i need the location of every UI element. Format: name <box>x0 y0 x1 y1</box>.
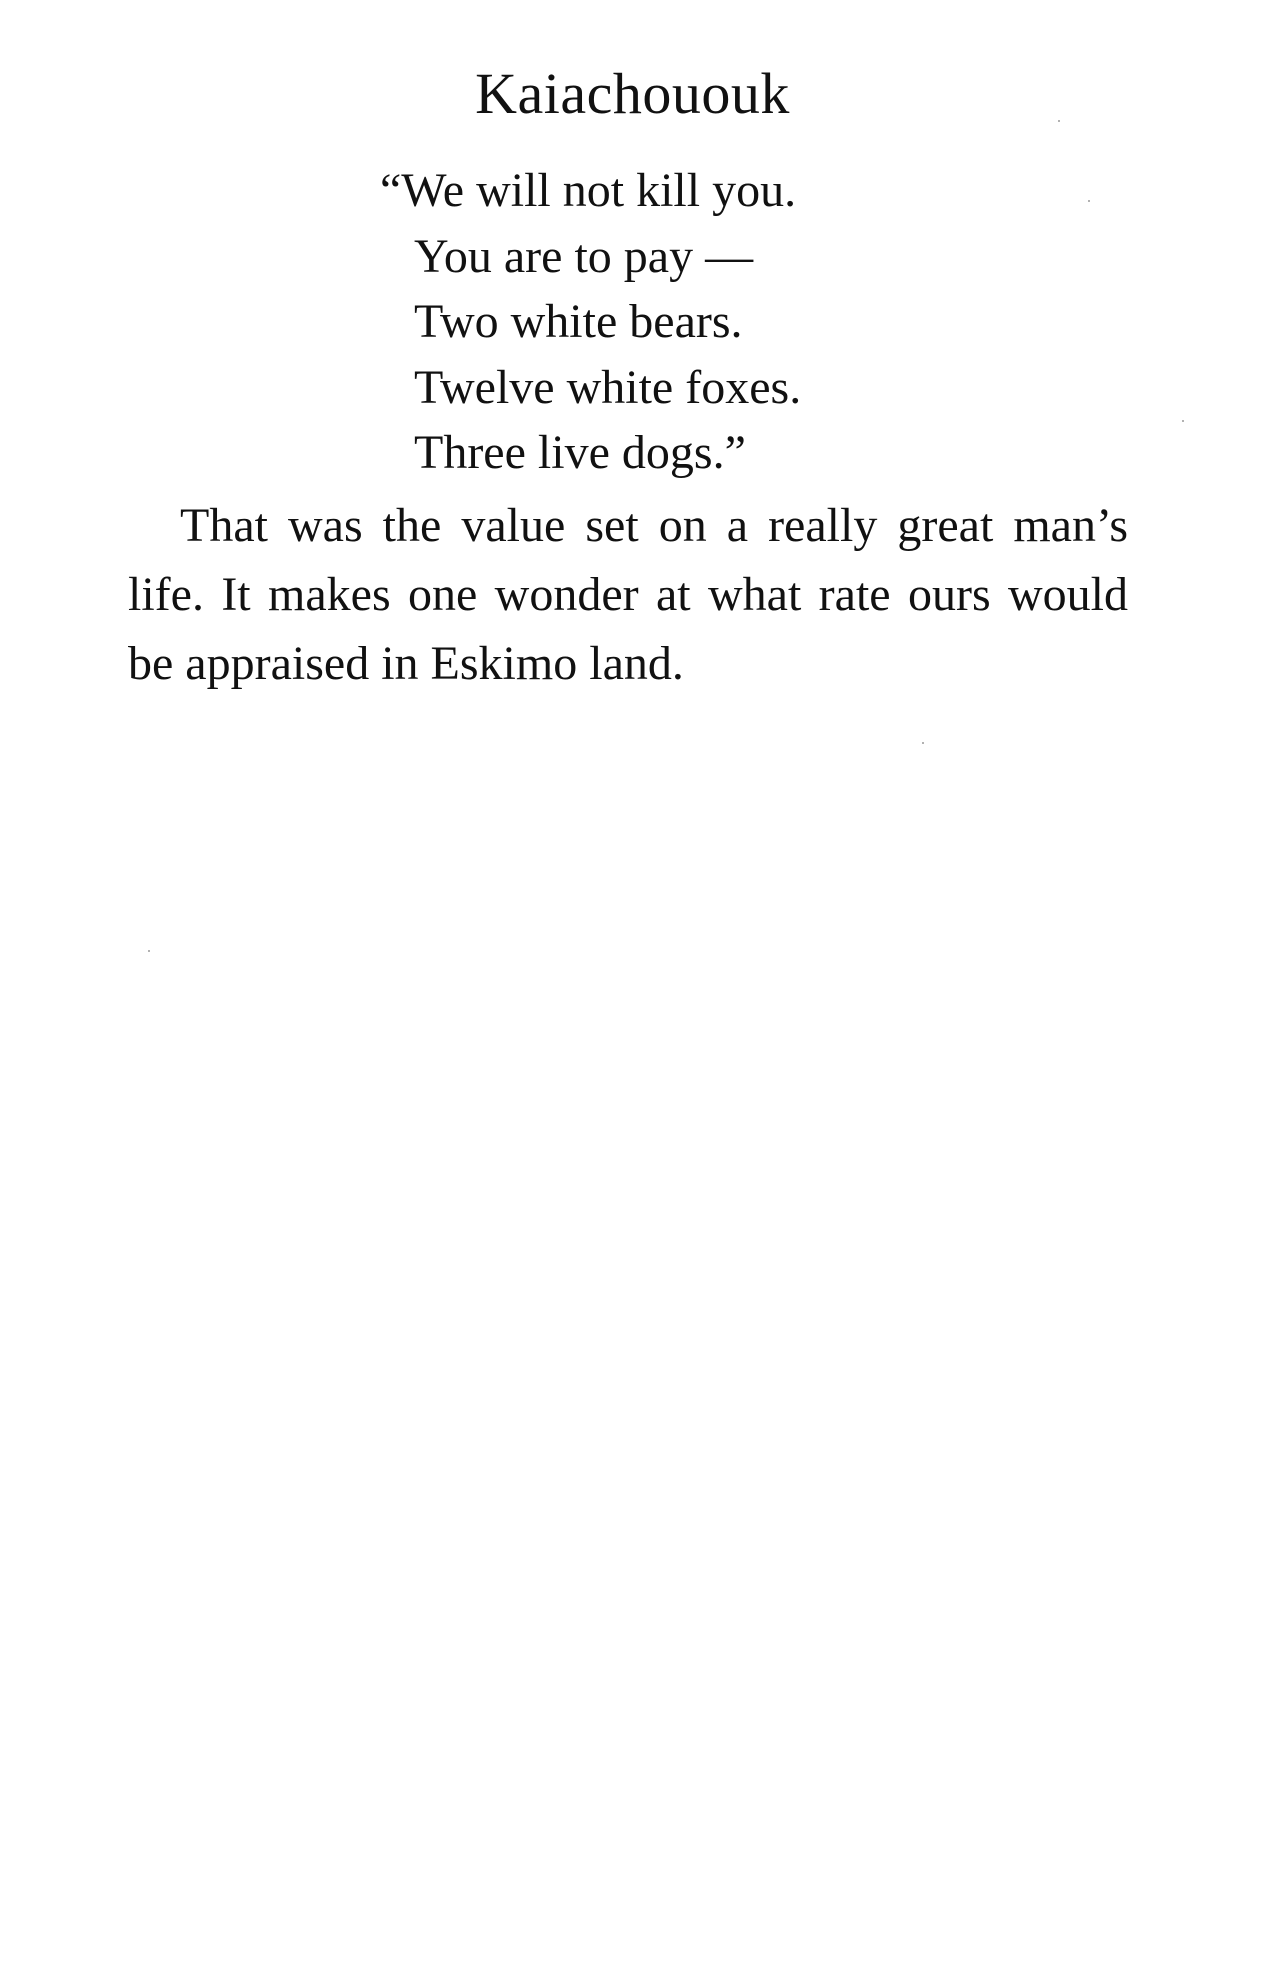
paper-speck <box>1182 420 1184 422</box>
paper-speck <box>922 742 924 744</box>
paper-speck <box>1088 200 1090 202</box>
verse-line: You are to pay — <box>414 229 754 283</box>
page-title: Kaiachououk <box>475 61 790 126</box>
verse-block <box>380 158 801 486</box>
verse-line: Two white bears. <box>414 295 743 348</box>
paper-speck <box>1058 120 1060 122</box>
verse-line: Twelve white foxes. <box>414 360 802 414</box>
verse-line: Three live dogs.” <box>414 426 746 479</box>
body-paragraph: That was the value set on a really great man’s life. It makes one wonder at what rate ours would be appraised in Eskimo land. <box>128 499 1128 690</box>
paper-speck <box>148 950 150 952</box>
verse-line: “We will not kill you. <box>380 164 797 217</box>
